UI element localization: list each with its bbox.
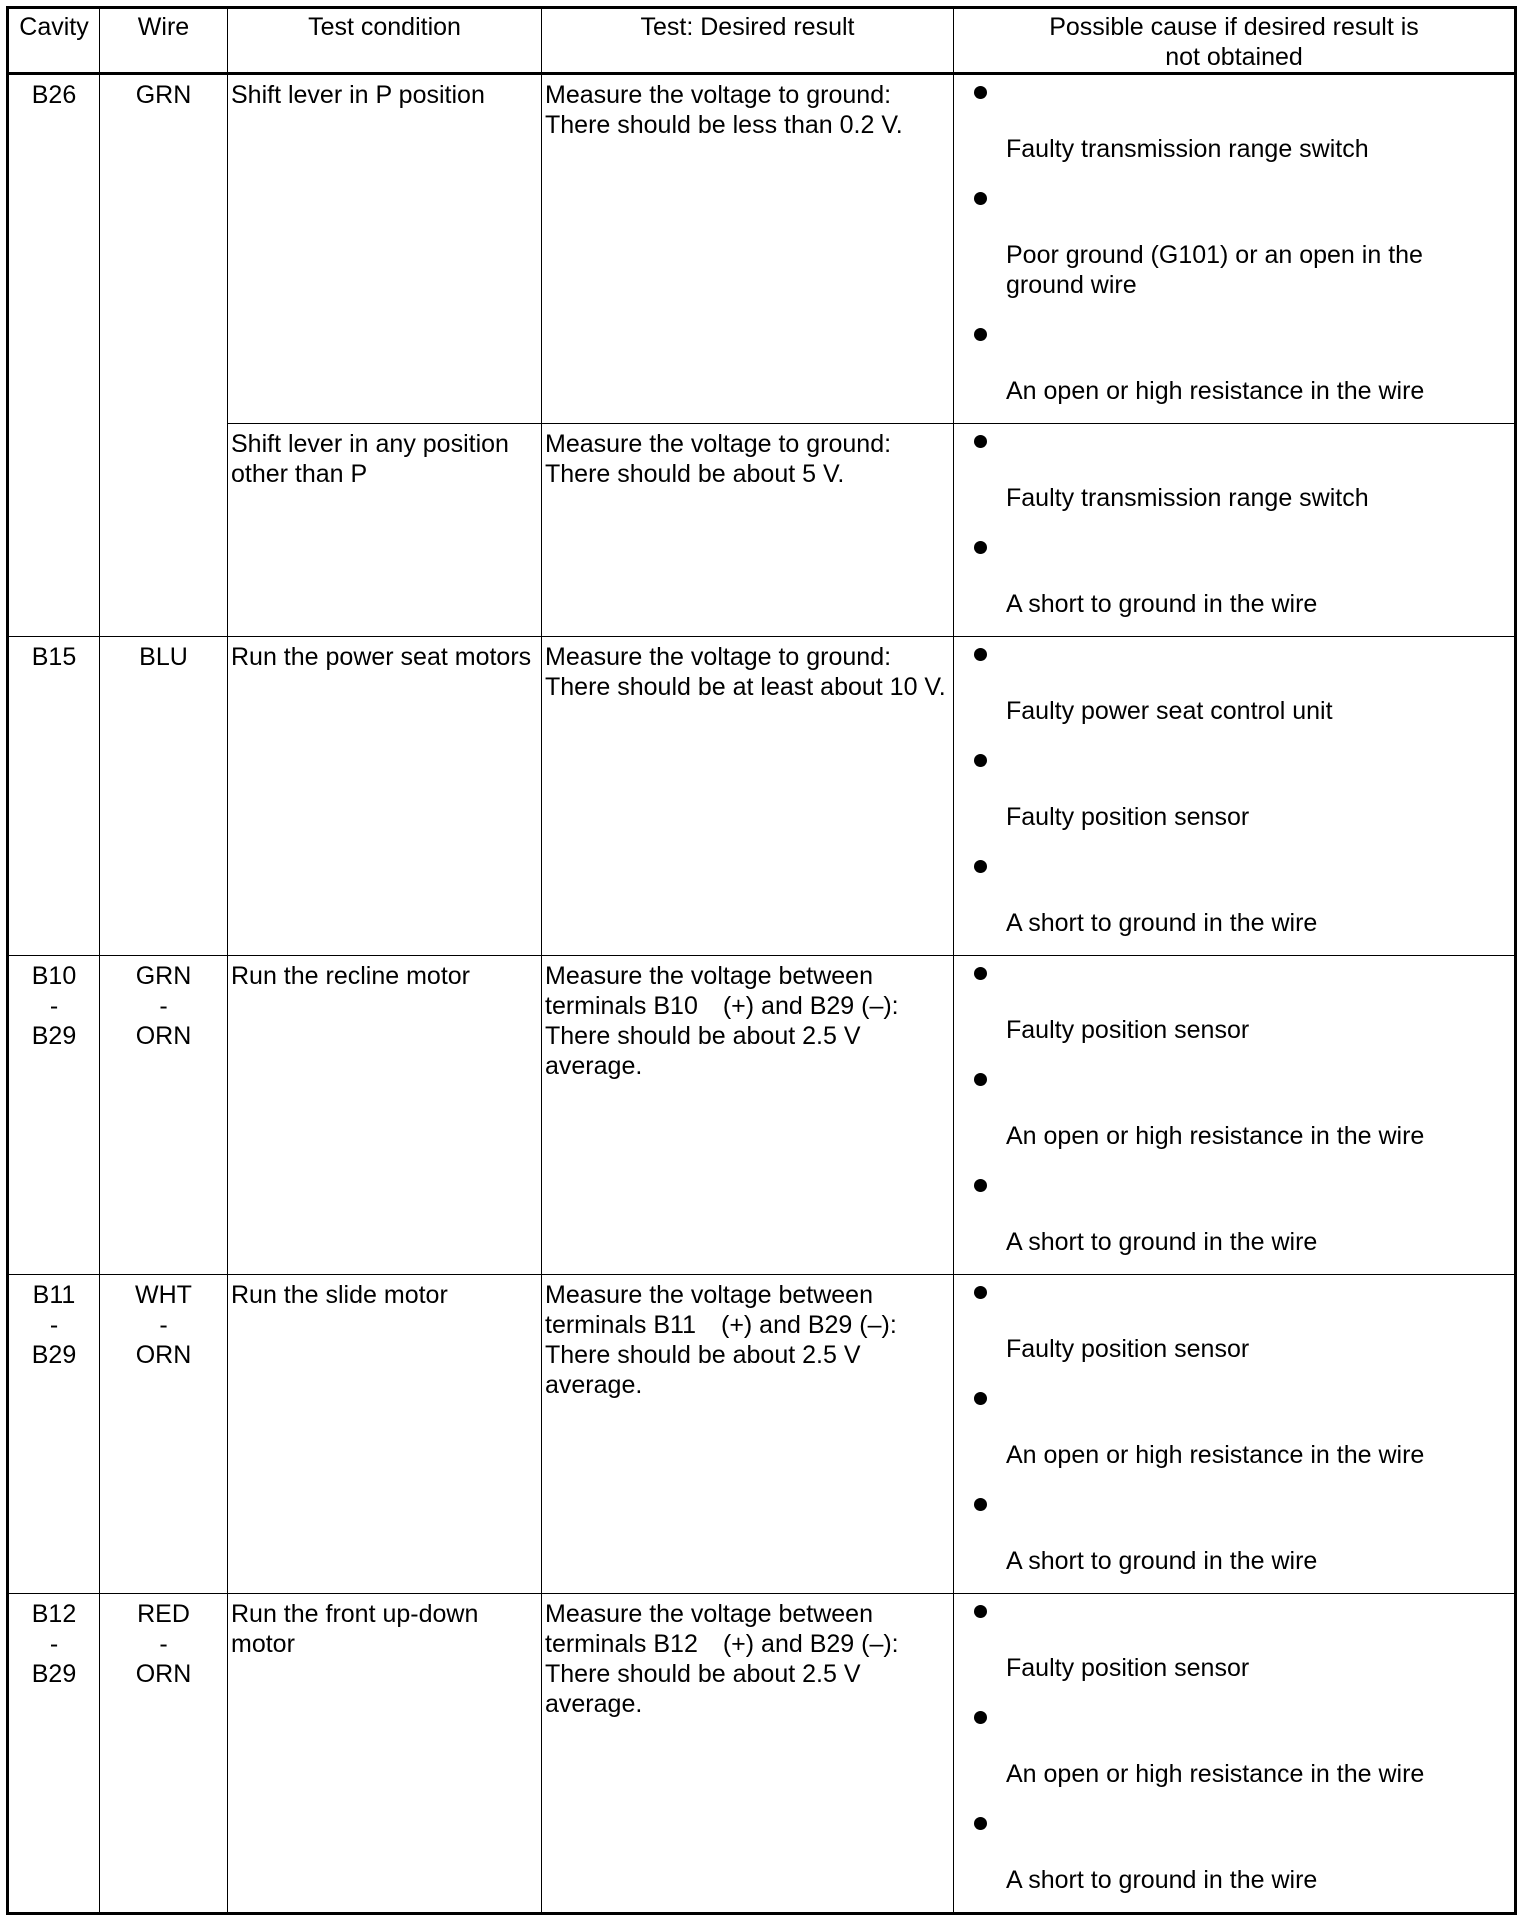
cause-text: A short to ground in the wire [1006,1866,1318,1894]
wire-line: ORN [135,1341,192,1369]
result-line: terminals B11 (+) and B29 (–): [545,1311,897,1339]
cause-text: Faulty transmission range switch [1006,135,1369,163]
result-line: average. [545,1052,643,1080]
condition-cell [228,424,542,637]
result-line: There should be about 2.5 V [545,1660,861,1688]
bullet-icon [974,1605,987,1618]
cavity-line: - [49,1311,59,1339]
table-row [8,1594,1516,1914]
cause-text: A short to ground in the wire [1006,909,1318,937]
cause-item [954,849,1514,955]
cause-item [954,530,1514,636]
cause-item [954,1062,1514,1168]
cause-text: An open or high resistance in the wire [1006,1441,1425,1469]
header-possible-cause [954,8,1516,74]
result-cell [542,74,954,424]
wire-line: - [159,992,168,1020]
condition-cell [228,1275,542,1594]
cause-item [954,956,1514,1062]
wire-line: GRN [135,81,192,109]
result-cell [542,956,954,1275]
cause-cell [954,424,1516,637]
condition-cell [228,956,542,1275]
result-line: There should be about 2.5 V [545,1341,861,1369]
bullet-icon [974,1179,987,1192]
bullet-icon [974,192,987,205]
cause-item [954,1275,1514,1381]
bullet-icon [974,1817,987,1830]
table-row [8,1275,1516,1594]
header-test-condition: Test condition [228,8,542,74]
condition-line: Run the front up-down [231,1600,479,1628]
condition-cell [228,637,542,956]
result-line: There should be about 5 V. [545,460,845,488]
bullet-icon [974,648,987,661]
cause-item [954,181,1514,317]
result-line: Measure the voltage between [545,1281,873,1309]
cause-item [954,424,1514,530]
cavity-line: - [49,992,59,1020]
cavity-line: B10 [31,962,77,990]
wire-line: GRN [135,962,192,990]
cause-text: An open or high resistance in the wire [1006,1760,1425,1788]
condition-line: Shift lever in P position [231,81,485,109]
wire-line: WHT [135,1281,192,1309]
cause-item [954,743,1514,849]
condition-line: motor [231,1630,295,1658]
bullet-icon [974,86,987,99]
bullet-icon [974,541,987,554]
cavity-line: B29 [31,1660,77,1688]
table-row [8,637,1516,956]
cause-text: Faulty position sensor [1006,1654,1250,1682]
condition-line: Run the recline motor [231,962,471,990]
result-line: Measure the voltage to ground: [545,430,892,458]
cavity-cell [8,1275,100,1594]
cavity-line: B29 [31,1022,77,1050]
header-cause-line: Possible cause if desired result is [1049,13,1419,41]
bullet-icon [974,328,987,341]
wire-cell [100,1275,228,1594]
result-line: There should be less than 0.2 V. [545,111,903,139]
cause-item [954,1168,1514,1274]
condition-line: Run the power seat motors [231,643,532,671]
wire-line: ORN [135,1660,192,1688]
bullet-icon [974,967,987,980]
cause-cell [954,74,1516,424]
result-line: terminals B10 (+) and B29 (–): [545,992,899,1020]
wire-line: RED [137,1600,190,1628]
condition-line: Run the slide motor [231,1281,448,1309]
wire-line: - [159,1311,168,1339]
bullet-icon [974,1498,987,1511]
bullet-icon [974,435,987,448]
result-line: There should be about 2.5 V [545,1022,861,1050]
bullet-icon [974,754,987,767]
cause-cell [954,1594,1516,1914]
wire-cell [100,74,228,637]
cause-text: A short to ground in the wire [1006,590,1318,618]
result-line: There should be at least about 10 V. [545,673,946,701]
cause-item [954,1381,1514,1487]
cause-cell [954,637,1516,956]
cause-item [954,317,1514,423]
result-line: average. [545,1690,643,1718]
result-line: Measure the voltage to ground: [545,81,892,109]
wire-cell [100,956,228,1275]
table-row [8,956,1516,1275]
cavity-line: B15 [31,643,77,671]
wire-line: BLU [139,643,188,671]
wire-line: ORN [135,1022,192,1050]
condition-cell [228,1594,542,1914]
cause-item [954,1487,1514,1593]
cavity-line: B29 [31,1341,77,1369]
result-cell [542,637,954,956]
table-row [8,74,1516,424]
bullet-icon [974,1392,987,1405]
cause-text: Faulty transmission range switch [1006,484,1369,512]
cause-item [954,637,1514,743]
cause-text: An open or high resistance in the wire [1006,1122,1425,1150]
cavity-cell [8,956,100,1275]
condition-line: other than P [231,460,368,488]
header-cavity: Cavity [8,8,100,74]
cause-cell [954,956,1516,1275]
test-table [6,6,1517,1915]
cause-text: An open or high resistance in the wire [1006,377,1425,405]
cavity-line: - [49,1630,59,1658]
condition-cell [228,74,542,424]
bullet-icon [974,860,987,873]
wire-cell [100,637,228,956]
bullet-icon [974,1073,987,1086]
result-line: Measure the voltage between [545,962,873,990]
cause-text: Faulty power seat control unit [1006,697,1333,725]
result-line: Measure the voltage to ground: [545,643,892,671]
cavity-cell [8,1594,100,1914]
header-row [8,8,1516,74]
cause-cell [954,1275,1516,1594]
header-wire: Wire [100,8,228,74]
cavity-line: B11 [32,1281,76,1309]
cavity-line: B26 [31,81,77,109]
result-line: average. [545,1371,643,1399]
cavity-line: B12 [31,1600,77,1628]
condition-line: Shift lever in any position [231,430,509,458]
cause-text: A short to ground in the wire [1006,1547,1318,1575]
result-cell [542,1275,954,1594]
result-line: terminals B12 (+) and B29 (–): [545,1630,899,1658]
cavity-cell [8,637,100,956]
bullet-icon [974,1711,987,1724]
cause-text: Faulty position sensor [1006,803,1250,831]
table-row [8,424,1516,637]
cause-item [954,1806,1514,1912]
result-cell [542,424,954,637]
wire-cell [100,1594,228,1914]
cause-text: A short to ground in the wire [1006,1228,1318,1256]
bullet-icon [974,1286,987,1299]
cause-text: Faulty position sensor [1006,1335,1250,1363]
wire-line: - [159,1630,168,1658]
cause-item [954,1594,1514,1700]
cause-item [954,1700,1514,1806]
header-cause-line: not obtained [1165,43,1303,71]
cause-item [954,75,1514,181]
cause-text: Poor ground (G101) or an open in the ground wire [1006,241,1423,299]
result-line: Measure the voltage between [545,1600,873,1628]
result-cell [542,1594,954,1914]
cause-text: Faulty position sensor [1006,1016,1250,1044]
cavity-cell [8,74,100,637]
header-desired-result: Test: Desired result [542,8,954,74]
